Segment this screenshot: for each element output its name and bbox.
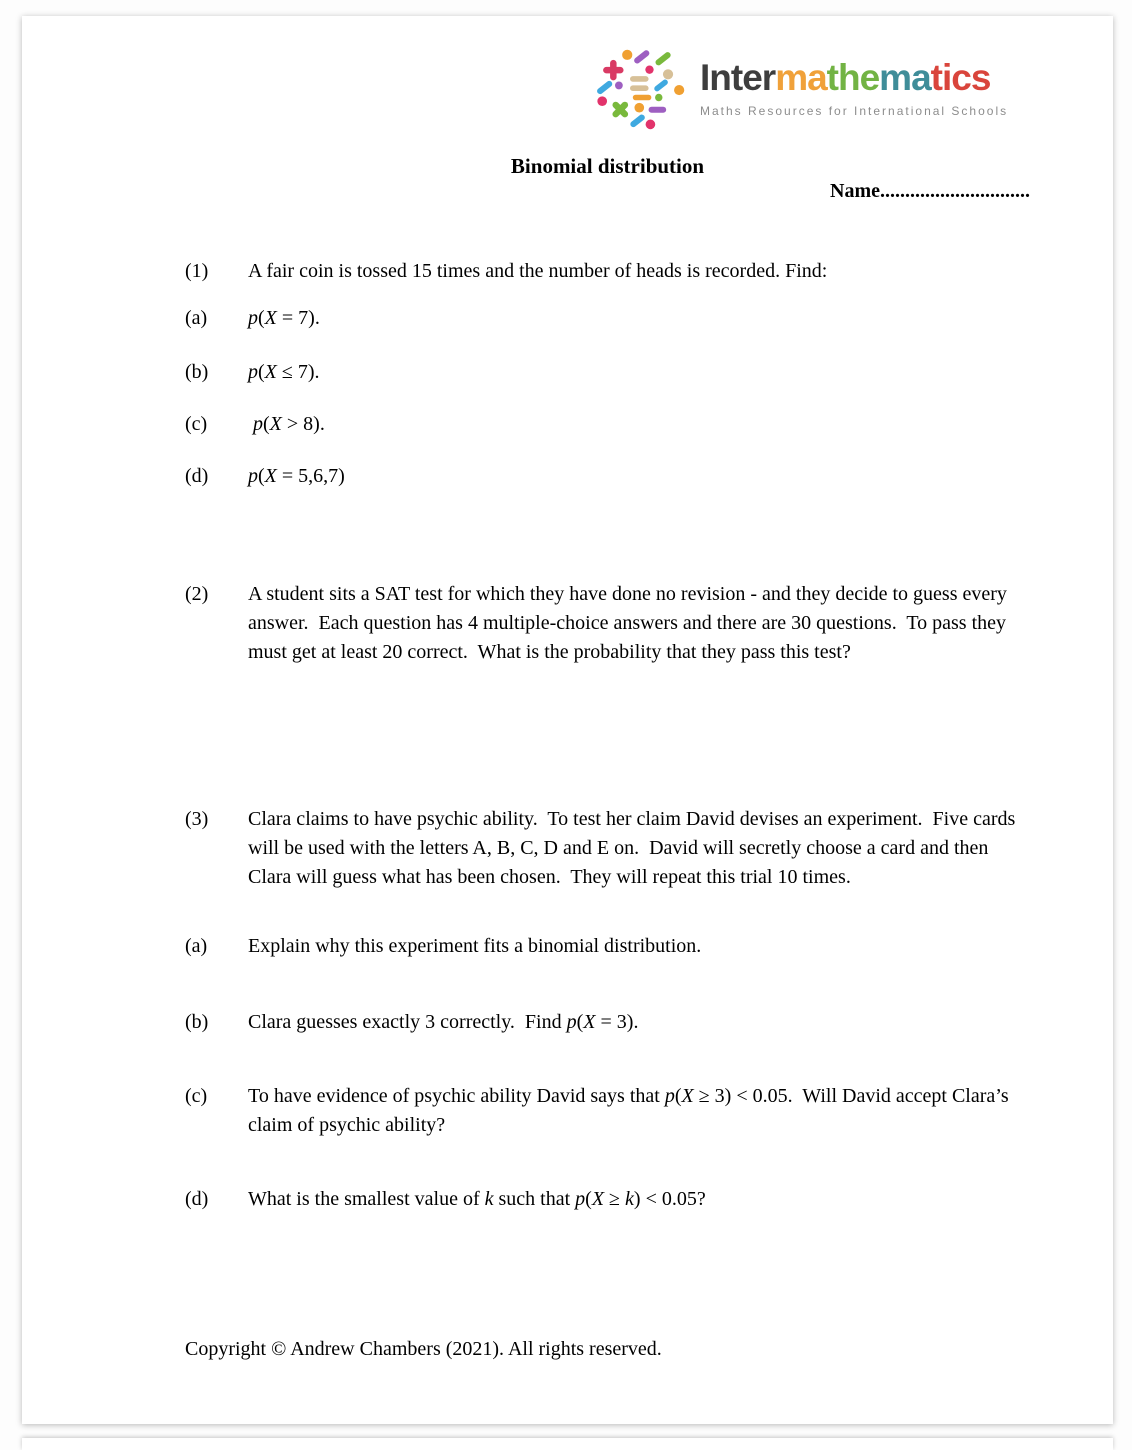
question-row — [185, 805, 1030, 892]
item-label: (b) — [185, 361, 209, 383]
item-text — [248, 932, 1030, 961]
item-text — [248, 410, 1030, 439]
brand-wordmark — [700, 59, 1008, 96]
item-text — [248, 1008, 1030, 1037]
intermathematics-logo — [592, 44, 1008, 138]
part-row — [185, 932, 1030, 961]
text-segment: A student sits a SAT test for which they have done no revision - and they decide to guess every answer. Each question has 4 multiple-choice answers and there are 30 questions. To pass they must get at least 20 correct. What is the probability that they pass this test? — [248, 583, 1012, 663]
item-text — [248, 805, 1030, 892]
math-expression: p(X ≤ 7). — [248, 361, 320, 383]
text-segment: What is the smallest value of — [248, 1188, 485, 1210]
item-label: (d) — [185, 465, 209, 487]
text-segment: Clara claims to have psychic ability. To test her claim David devises an experiment. Five cards will be used with the letters A, B, C, D and E on. David will secretly choose a card and then Clara will guess what has been chosen. They will repeat this trial 10 times. — [248, 808, 1021, 888]
text-segment: such that — [493, 1188, 576, 1210]
item-text — [248, 1185, 1030, 1214]
text-segment: A fair coin is tossed 15 times and the number of heads is recorded. Find: — [248, 260, 828, 282]
page-title: Binomial distribution — [510, 154, 705, 178]
item-text — [248, 462, 1030, 491]
part-row — [185, 304, 1030, 333]
item-label: (d) — [185, 1188, 209, 1210]
text-segment: Clara guesses exactly 3 correctly. Find — [248, 1011, 567, 1033]
item-text — [248, 1082, 1030, 1140]
brand-segment: tics — [930, 57, 991, 98]
next-page-edge — [22, 1438, 1113, 1450]
item-label: (c) — [185, 1085, 208, 1107]
item-label: (b) — [185, 1011, 209, 1033]
text-segment: To have evidence of psychic ability David says that — [248, 1085, 665, 1107]
math-expression: p(X = 3) — [566, 1011, 634, 1033]
math-expression: p(X = 5,6,7) — [248, 465, 345, 487]
part-row — [185, 462, 1030, 491]
item-label: (a) — [185, 935, 208, 957]
part-row — [185, 358, 1030, 387]
text-segment: ? — [696, 1188, 706, 1210]
math-expression: p(X ≥ 3) < 0.05 — [664, 1085, 788, 1107]
copyright-footer: Copyright © Andrew Chambers (2021). All rights reserved. — [185, 1338, 662, 1360]
brand-segment: Inter — [700, 57, 776, 98]
math-symbols-cluster-icon — [592, 44, 694, 138]
text-segment: . Will David accept Clara’s claim of psychic ability? — [248, 1085, 1014, 1136]
math-expression: k — [484, 1188, 494, 1210]
item-text — [248, 304, 1030, 333]
item-text — [248, 257, 1030, 286]
text-segment: Explain why this experiment fits a binomial distribution. — [248, 935, 702, 957]
item-label: (1) — [185, 260, 209, 282]
item-label: (c) — [185, 413, 208, 435]
brand-segment: the — [826, 57, 880, 98]
item-text — [248, 580, 1030, 667]
name-field-line: Name.............................. — [830, 180, 1030, 202]
worksheet-page — [22, 16, 1113, 1424]
brand-segment: ma — [879, 57, 931, 98]
math-expression: p(X > 8). — [253, 413, 325, 435]
item-text — [248, 358, 1030, 387]
brand-tagline: Maths Resources for International Schools — [700, 104, 1009, 118]
text-segment: . — [633, 1011, 639, 1033]
part-row — [185, 1008, 1030, 1037]
question-row — [185, 580, 1030, 667]
part-row — [185, 1082, 1030, 1140]
question-row — [185, 257, 1030, 286]
item-label: (2) — [185, 583, 209, 605]
item-label: (3) — [185, 808, 209, 830]
brand-text-block — [700, 44, 1008, 118]
item-label: (a) — [185, 307, 208, 329]
brand-segment: ma — [775, 57, 827, 98]
math-expression: p(X ≥ k) < 0.05 — [575, 1188, 697, 1210]
math-expression: p(X = 7). — [248, 307, 320, 329]
part-row — [185, 1185, 1030, 1214]
part-row — [185, 410, 1030, 439]
